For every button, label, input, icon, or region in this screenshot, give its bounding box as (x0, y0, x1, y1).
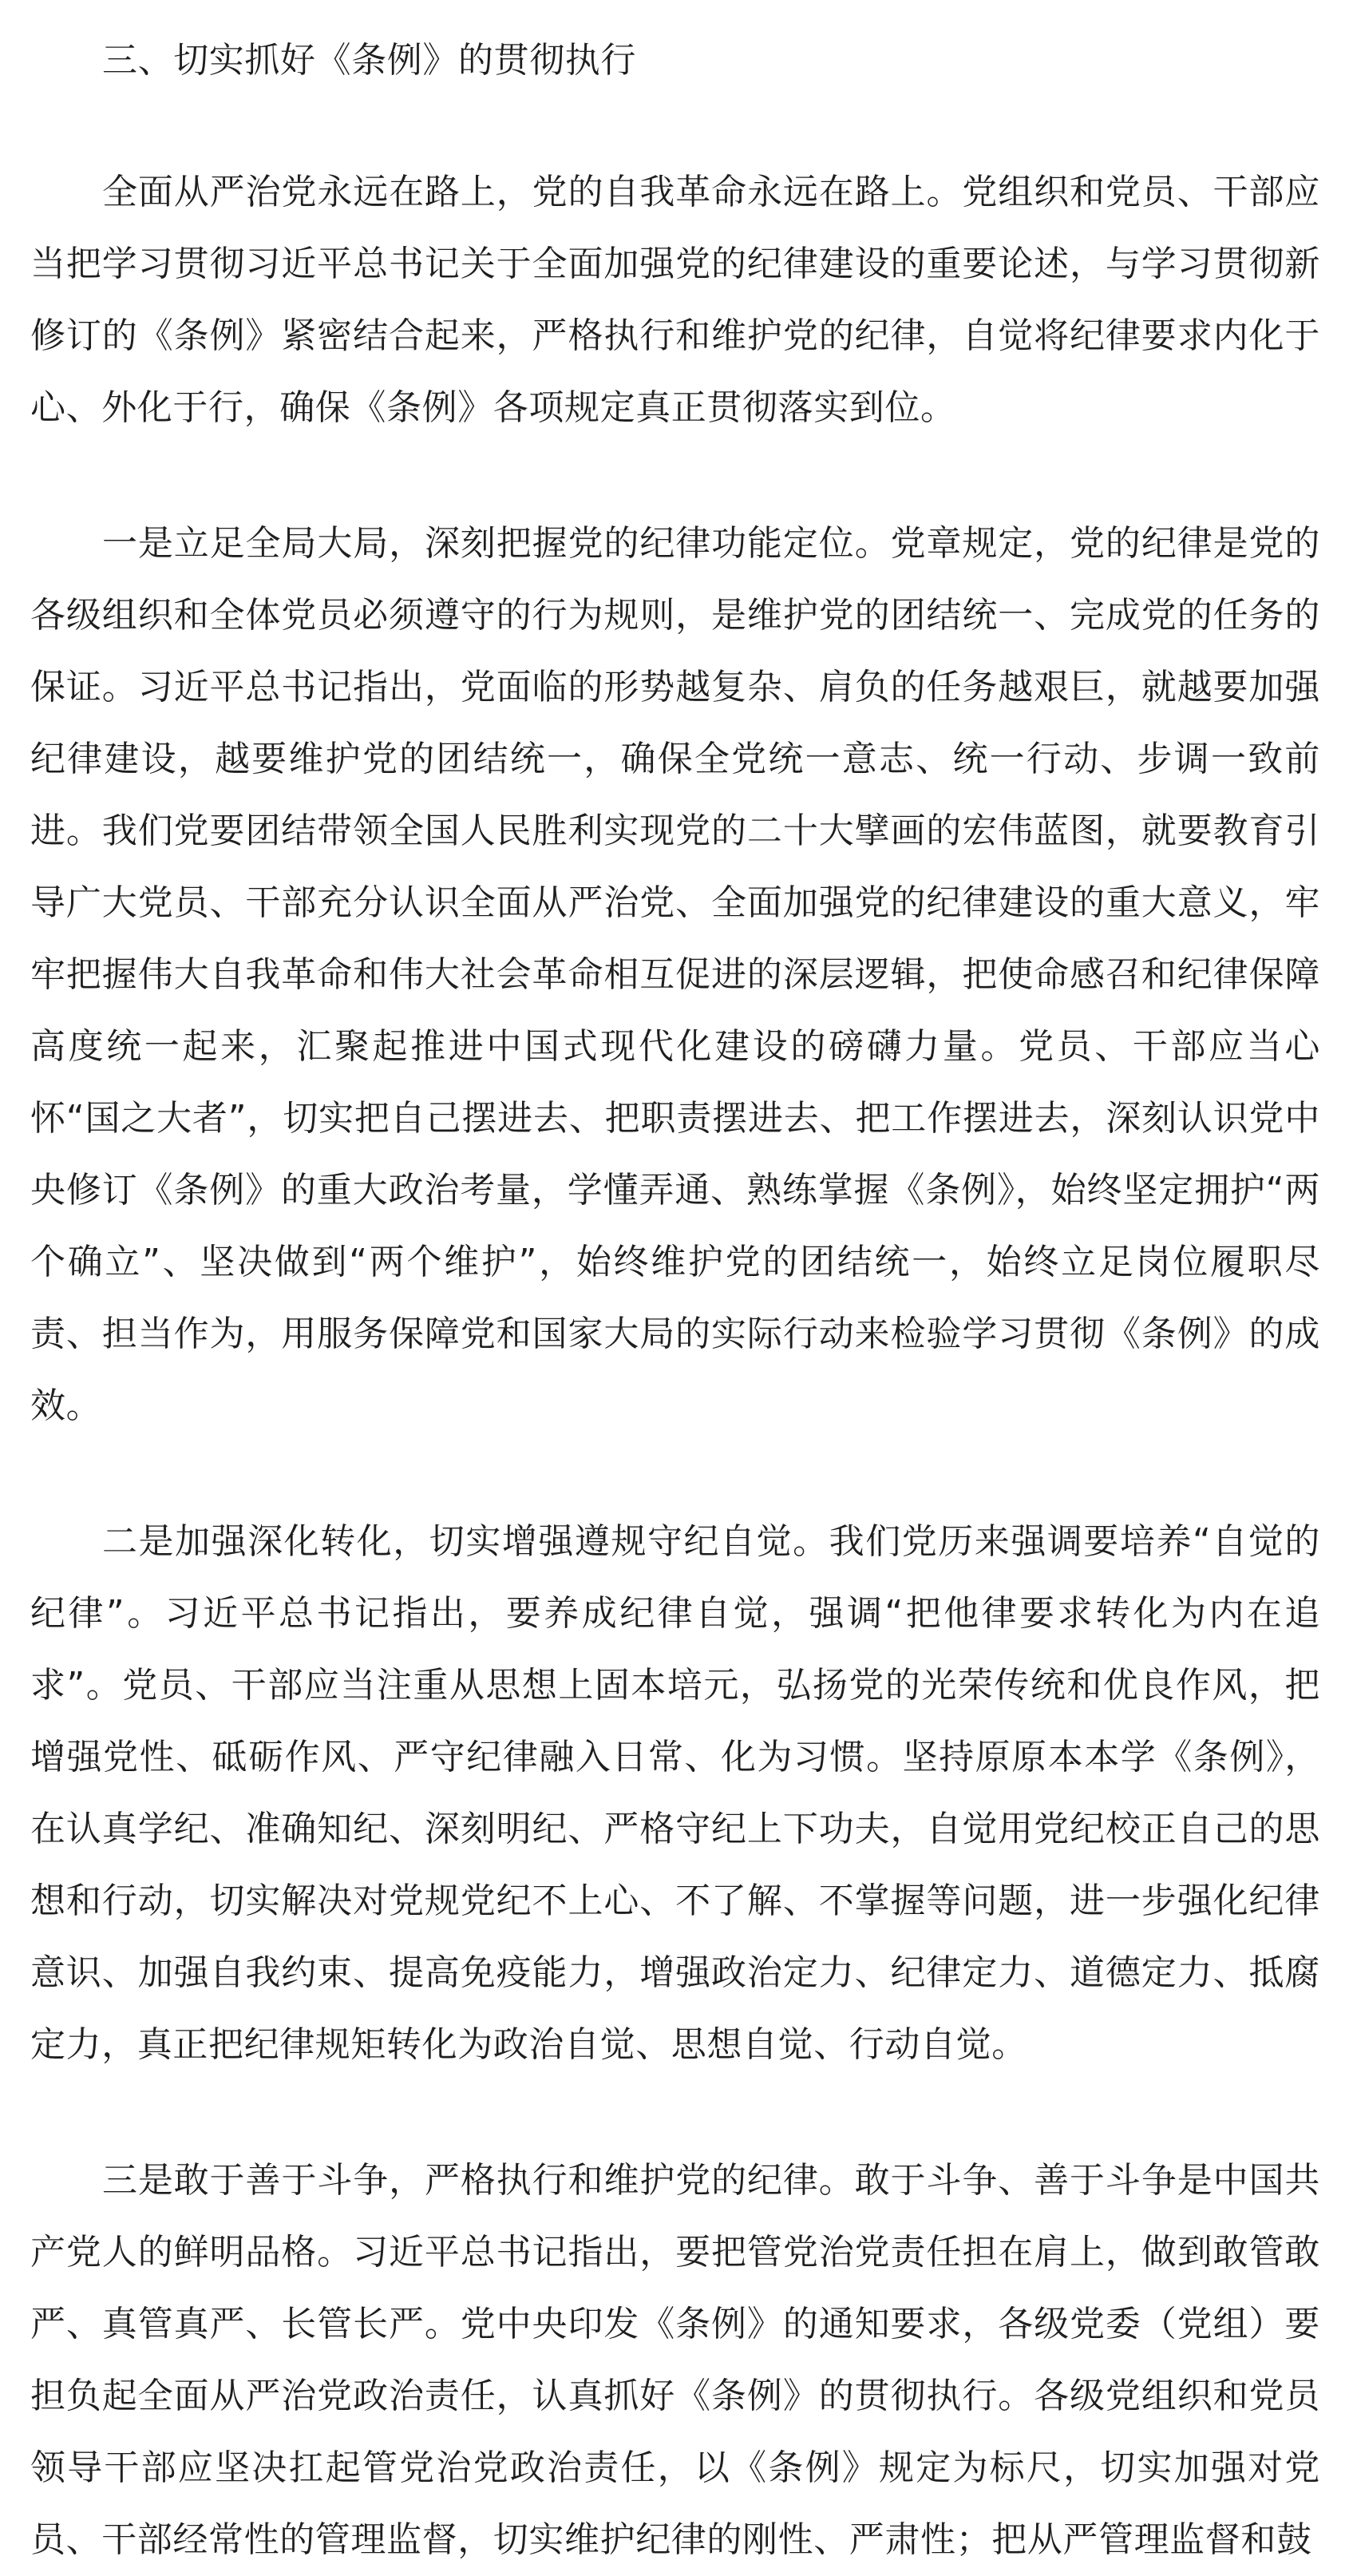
paragraph-point-one: 一是立足全局大局，深刻把握党的纪律功能定位。党章规定，党的纪律是党的各级组织和全体党员必须遵守的行为规则，是维护党的团结统一、完成党的任务的保证。习近平总书记指出，党面临的形势越复杂、肩负的任务越艰巨，就越要加强纪律建设，越要维护党的团结统一，确保全党统一意志、统一行动、步调一致前进。我们党要团结带领全国人民胜利实现党的二十大擘画的宏伟蓝图，就要教育引导广大党员、干部充分认识全面从严治党、全面加强党的纪律建设的重大意义，牢牢把握伟大自我革命和伟大社会革命相互促进的深层逻辑，把使命感召和纪律保障高度统一起来，汇聚起推进中国式现代化建设的磅礴力量。党员、干部应当心怀“国之大者”，切实把自己摆进去、把职责摆进去、把工作摆进去，深刻认识党中央修订《条例》的重大政治考量，学懂弄通、熟练掌握《条例》，始终坚定拥护“两个确立”、坚决做到“两个维护”，始终维护党的团结统一，始终立足岗位履职尽责、担当作为，用服务保障党和国家大局的实际行动来检验学习贯彻《条例》的成效。 (30, 523, 1320, 1426)
paragraph-intro: 全面从严治党永远在路上，党的自我革命永远在路上。党组织和党员、干部应当把学习贯彻习近平总书记关于全面加强党的纪律建设的重要论述，与学习贯彻新修订的《条例》紧密结合起来，严格执行和维护党的纪律，自觉将纪律要求内化于心、外化于行，确保《条例》各项规定真正贯彻落实到位。 (30, 172, 1320, 428)
article-body (30, 29, 1320, 2576)
paragraph-point-two: 二是加强深化转化，切实增强遵规守纪自觉。我们党历来强调要培养“自觉的纪律”。习近平总书记指出，要养成纪律自觉，强调“把他律要求转化为内在追求”。党员、干部应当注重从思想上固本培元，弘扬党的光荣传统和优良作风，把增强党性、砥砺作风、严守纪律融入日常、化为习惯。坚持原原本本学《条例》，在认真学纪、准确知纪、深刻明纪、严格守纪上下功夫，自觉用党纪校正自己的思想和行动，切实解决对党规党纪不上心、不了解、不掌握等问题，进一步强化纪律意识、加强自我约束、提高免疫能力，增强政治定力、纪律定力、道德定力、抵腐定力，真正把纪律规矩转化为政治自觉、思想自觉、行动自觉。 (30, 1521, 1320, 2065)
section-heading: 三、切实抓好《条例》的贯彻执行 (102, 40, 636, 81)
paragraph-point-three: 三是敢于善于斗争，严格执行和维护党的纪律。敢于斗争、善于斗争是中国共产党人的鲜明品格。习近平总书记指出，要把管党治党责任担在肩上，做到敢管敢严、真管真严、长管长严。党中央印发《条例》的通知要求，各级党委（党组）要担负起全面从严治党政治责任，认真抓好《条例》的贯彻执行。各级党组织和党员领导干部应坚决扛起管党治党政治责任，以《条例》规定为标尺，切实加强对党员、干部经常性的管理监督，切实维护纪律的刚性、严肃性；把从严管理监督和鼓 (30, 2160, 1320, 2560)
